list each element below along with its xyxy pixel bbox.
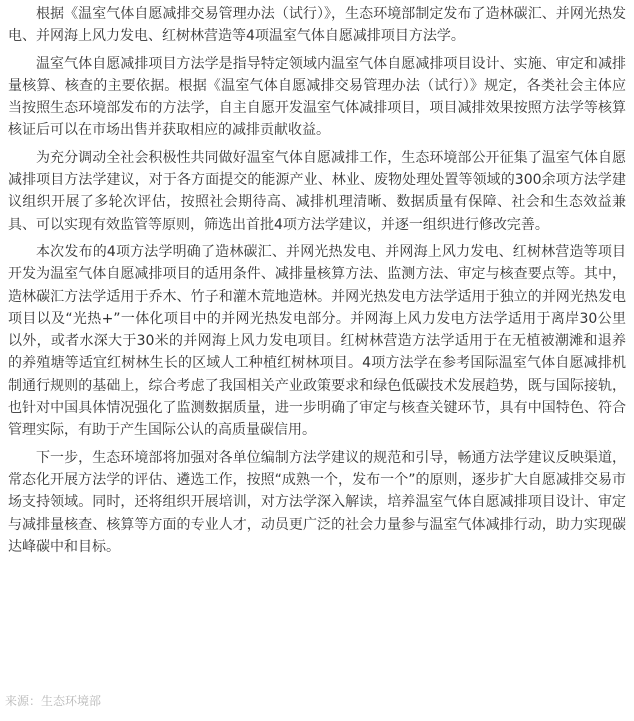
paragraph-next-steps: 下一步，生态环境部将加强对各单位编制方法学建议的规范和引导，畅通方法学建议反映渠道，常态化开展方法学的评估、遴选工作，按照“成熟一个，发布一个”的原则，逐步扩大自愿减排交易市场支持领域。同时，还将组织开展培训，对方法学深入解读，培养温室气体自愿减排项目设计、审定与减排量核查、核算等方面的专业人才，动员更广泛的社会力量参与温室气体减排行动，助力实现碳达峰碳中和目标。 [8,449,626,555]
paragraph-solicitation: 为充分调动全社会积极性共同做好温室气体自愿减排工作，生态环境部公开征集了温室气体自愿减排项目方法学建议，对于各方面提交的能源产业、林业、废物处理处置等领域的300余项方法学建议组织开展了多轮次评估，按照社会期待高、减排机理清晰、数据质量有保障、社会和生态效益兼具、可以实现有效监管等原则，筛选出首批4项方法学建议，并逐一组织进行修改完善。 [8,149,626,233]
source-credit: 来源：生态环境部 [5,694,102,708]
paragraph-intro: 根据《温室气体自愿减排交易管理办法（试行）》，生态环境部制定发布了造林碳汇、并网光热发电、并网海上风力发电、红树林营造等4项温室气体自愿减排项目方法学。 [8,6,626,45]
paragraph-scope: 本次发布的4项方法学明确了造林碳汇、并网光热发电、并网海上风力发电、红树林营造等项目开发为温室气体自愿减排项目的适用条件、减排量核算方法、监测方法、审定与核查要点等。其中，造林碳汇方法学适用于乔木、竹子和灌木荒地造林。并网光热发电方法学适用于独立的并网光热发电项目以及“光热+”一体化项目中的并网光热发电部分。并网海上风力发电方法学适用于离岸30公里以外，或者水深大于30米的并网海上风力发电项目。红树林营造方法学适用于在无植被潮滩和退养的养殖塘等适宜红树林生长的区域人工种植红树林项目。4项方法学在参考国际温室气体自愿减排机制通行规则的基础上，综合考虑了我国相关产业政策要求和绿色低碳技术发展趋势，既与国际接轨，也针对中国具体情况强化了监测数据质量，进一步明确了审定与核查关键环节，具有中国特色、符合管理实际，有助于产生国际公认的高质量碳信用。 [8,243,626,439]
paragraph-definition: 温室气体自愿减排项目方法学是指导特定领域内温室气体自愿减排项目设计、实施、审定和减排量核算、核查的主要依据。根据《温室气体自愿减排交易管理办法（试行）》规定，各类社会主体应当按照生态环境部发布的方法学，自主自愿开发温室气体减排项目，项目减排效果按照方法学等核算核证后可以在市场出售并获取相应的减排贡献收益。 [8,55,626,139]
article-body [8,3,626,563]
